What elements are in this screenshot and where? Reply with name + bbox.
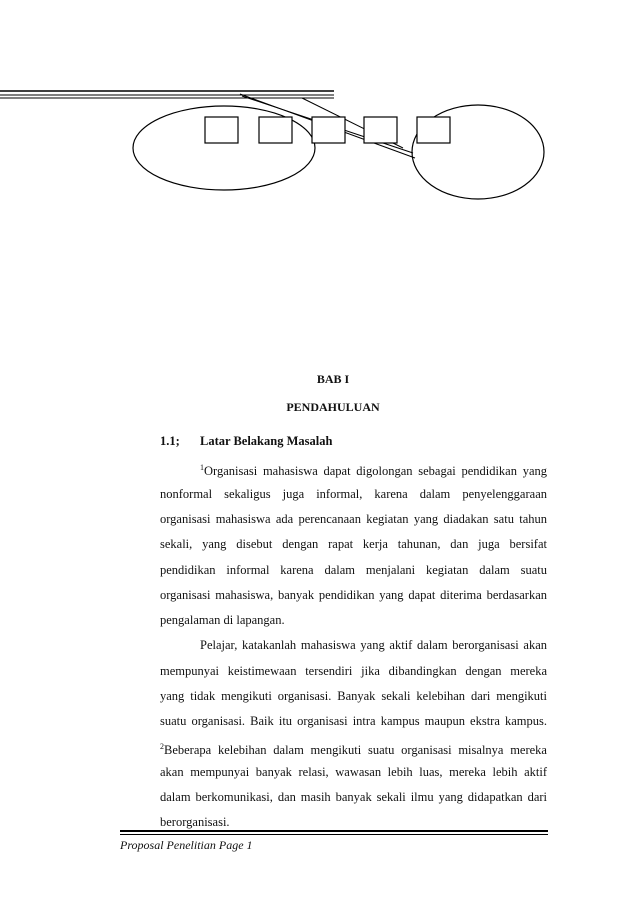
box-shape (364, 117, 397, 143)
paragraph-line: $^2$Beberapa kelebihan dalam mengikuti suatu organisasi misalnya mereka (160, 742, 547, 757)
paragraph-line: nonformal sekaligus juga informal, karena dalam penyelenggaraan (160, 487, 547, 501)
footnote-ref: 2 (160, 742, 164, 751)
footer-rule (120, 830, 548, 832)
paragraph-line: pengalaman di lapangan. (160, 613, 285, 627)
box-shape (312, 117, 345, 143)
section-number: 1.1; (160, 434, 180, 448)
footnote-ref: 1 (200, 463, 204, 472)
paragraph-line: suatu organisasi. Baik itu organisasi intra kampus maupun ekstra kampus. (160, 714, 547, 728)
box-shape (205, 117, 238, 143)
paragraph-line: yang tidak mengikuti organisasi. Banyak sekali kelebihan dari mengikuti (160, 689, 547, 703)
chapter-number: BAB I (316, 372, 350, 386)
paragraph-line: mempunyai keistimewaan tersendiri jika dibandingkan dengan mereka (160, 664, 547, 678)
paragraph-line: organisasi mahasiswa ada perencanaan kegiatan yang diadakan satu tahun (160, 512, 547, 526)
box-shape (417, 117, 450, 143)
paragraph-line: dalam berkomunikasi, dan masih banyak sekali ilmu yang didapatkan dari (160, 790, 547, 804)
paragraph-line: pendidikan informal karena dalam menjalani kegiatan dalam suatu (160, 563, 547, 577)
paragraph-line: $^1$Organisasi mahasiswa dapat digolongan sebagai pendidikan yang (200, 463, 547, 478)
box-shape (259, 117, 292, 143)
page-footer: Proposal Penelitian Page 1 (120, 838, 253, 852)
header-decoration (0, 0, 638, 240)
section-title: Latar Belakang Masalah (200, 434, 333, 448)
paragraph-line: organisasi mahasiswa, banyak pendidikan yang dapat diterima berdasarkan (160, 588, 547, 602)
paragraph-line: akan mempunyai banyak relasi, wawasan lebih luas, mereka lebih aktif (160, 765, 547, 779)
paragraph-line: Pelajar, katakanlah mahasiswa yang aktif dalam berorganisasi akan (200, 638, 547, 652)
paragraph-line: sekali, yang disebut dengan rapat kerja tahunan, dan juga bersifat (160, 537, 547, 551)
chapter-title: PENDAHULUAN (286, 400, 380, 414)
paragraph-line: berorganisasi. (160, 815, 230, 829)
